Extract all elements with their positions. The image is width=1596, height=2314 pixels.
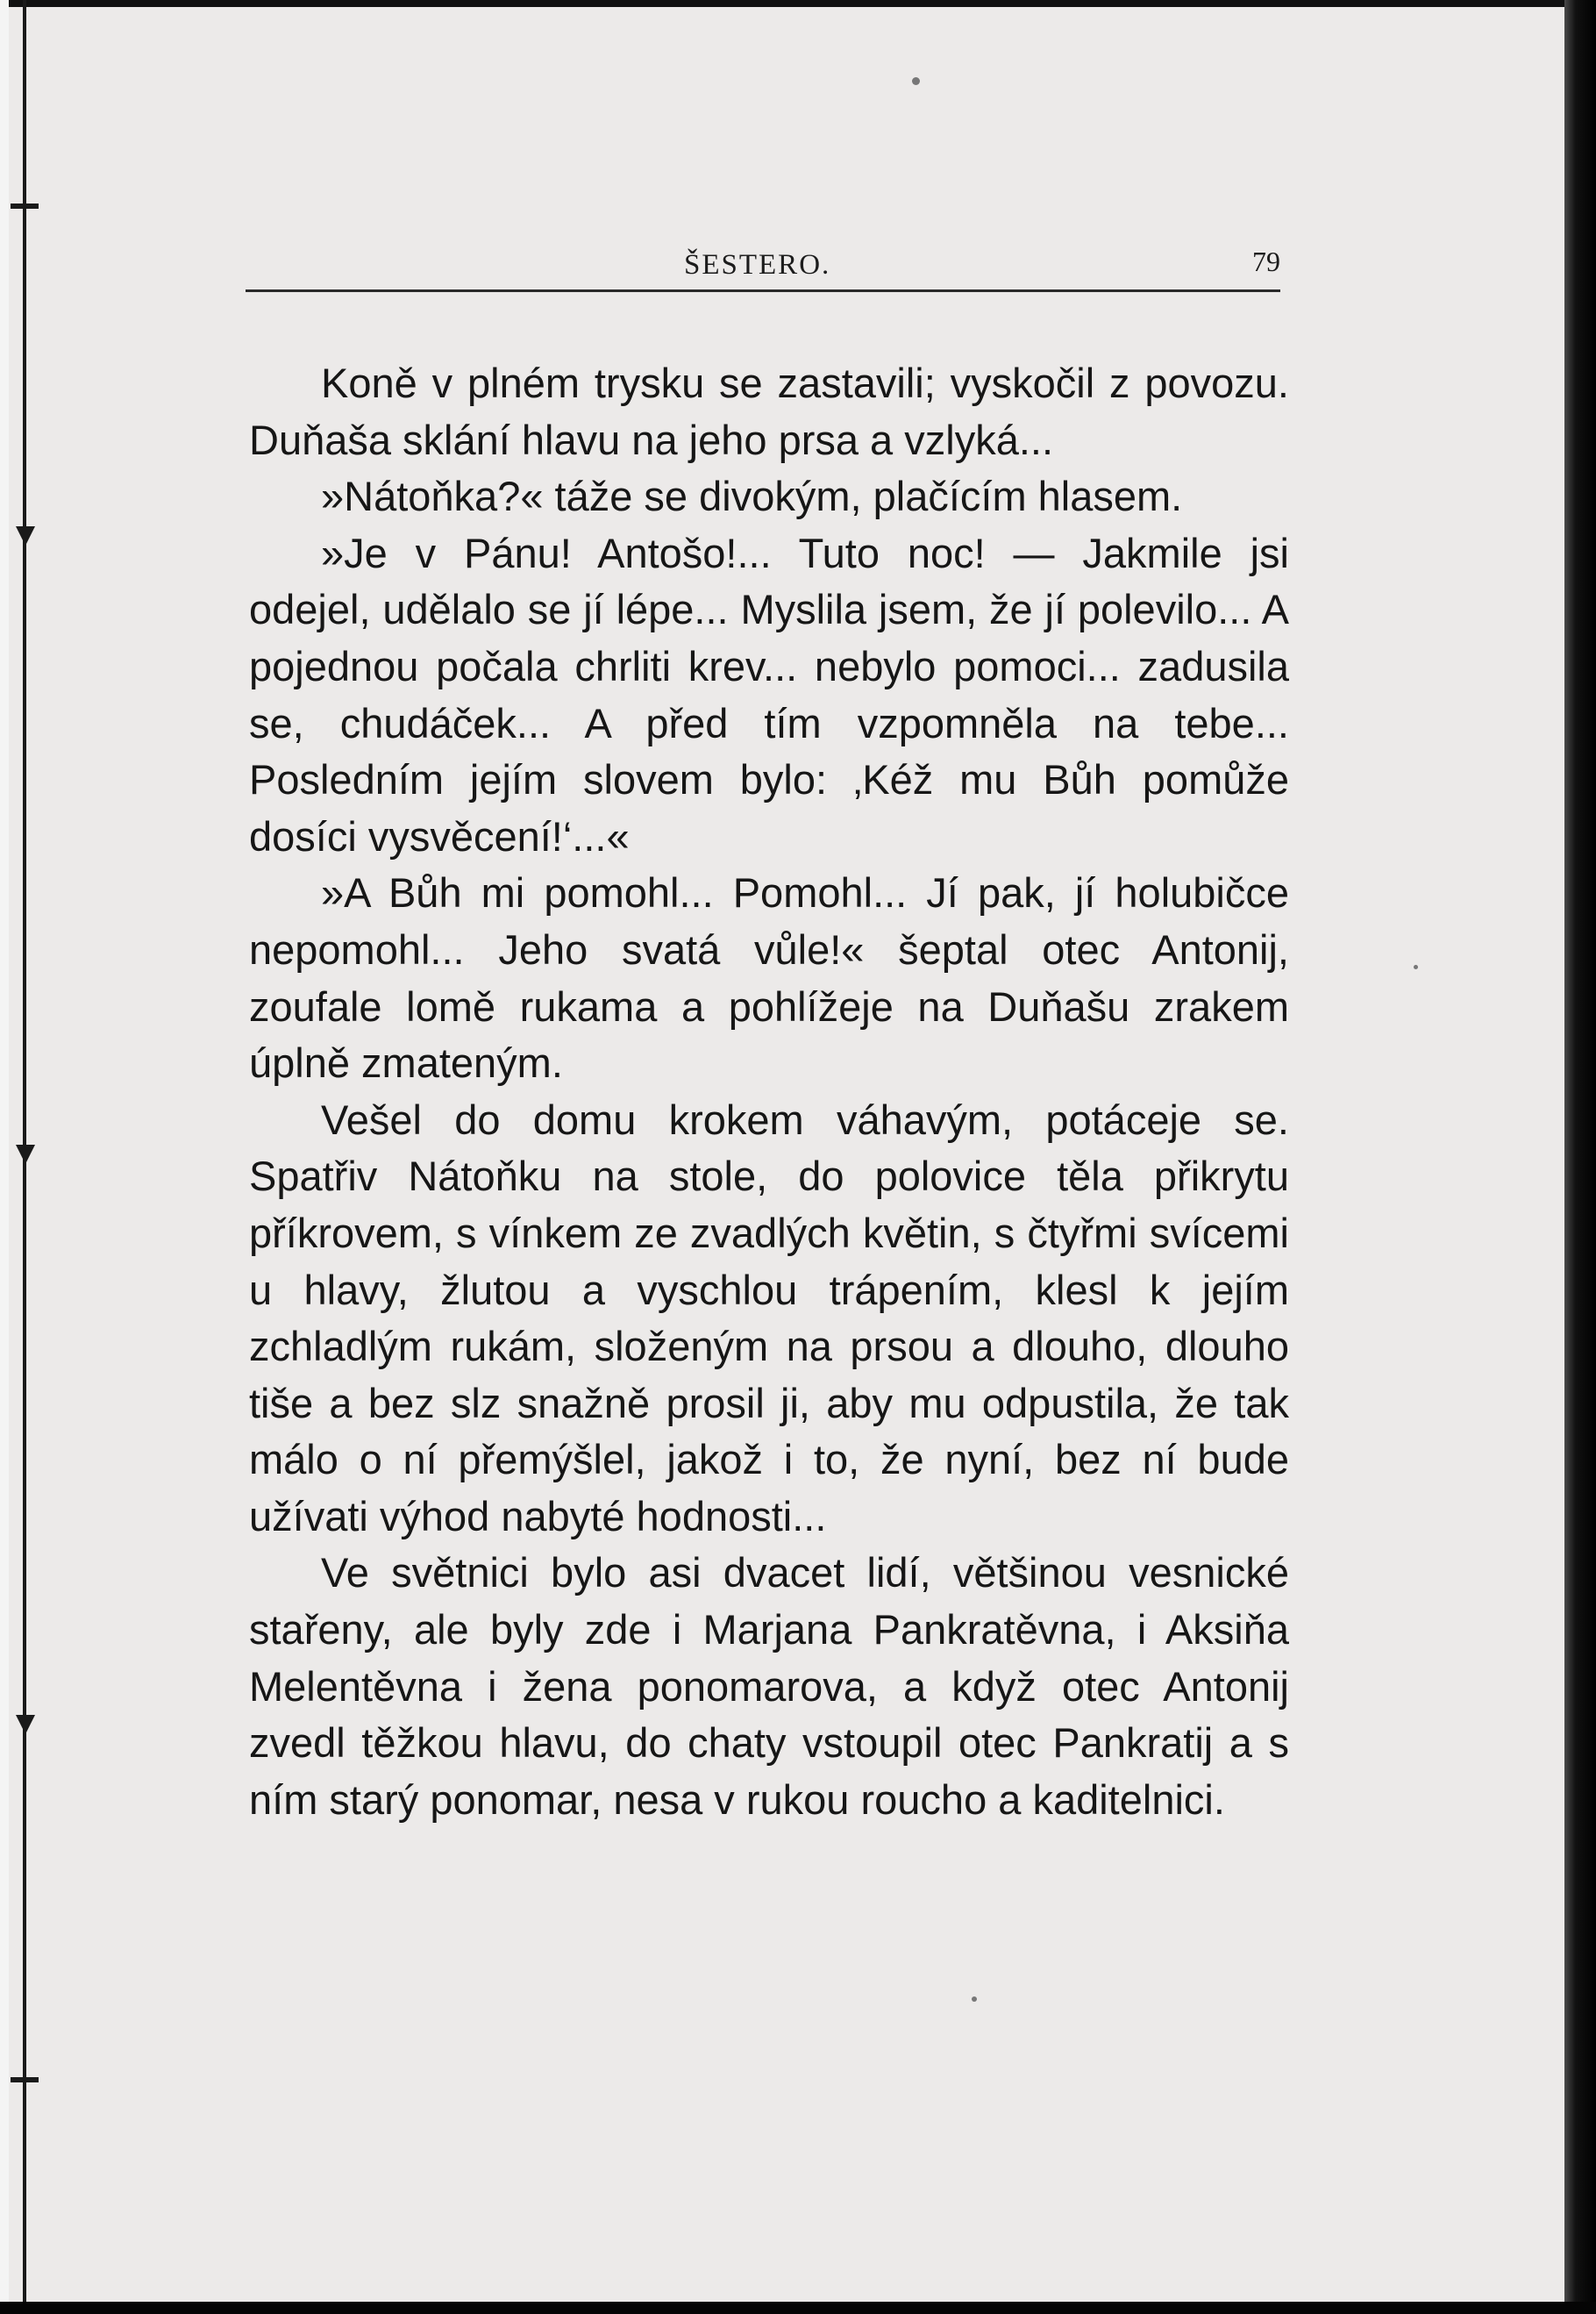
scan-border-right — [1564, 0, 1596, 2314]
paper-speck — [1414, 965, 1418, 969]
paragraph: »Nátoňka?« táže se divokým, plačícím hlasem. — [321, 473, 1183, 520]
scan-border-bottom — [0, 2302, 1596, 2314]
body-text — [249, 355, 1289, 1828]
scan-border-left — [0, 0, 9, 2314]
gutter-arrow-mark — [16, 526, 35, 546]
page-number: 79 — [1252, 246, 1280, 277]
paragraph: »Je v Pánu! Antošo!... Tuto noc! — Jakmile jsi odejel, udělalo se jí lépe... Myslila jsem, že jí polevilo... A pojednou počala chrliti krev... nebylo pomoci... zadusila se, chudáček... A před tím vzpomněla na tebe... Posledním jejím slovem bylo: ‚Kéž mu Bůh pomůže dosíci vysvěcení!‘...« — [249, 529, 1289, 860]
gutter-tick-mark — [11, 204, 39, 209]
scan-border-top — [0, 0, 1596, 7]
gutter-arrow-mark — [16, 1145, 35, 1164]
paragraph: Vešel do domu krokem váhavým, potáceje se. Spatřiv Nátoňku na stole, do polovice těla přikrytu příkrovem, s vínkem ze zvadlých květin, s čtyřmi svícemi u hlavy, žlutou a vyschlou trápením, klesl k jejím zchladlým rukám, složeným na prsou a dlouho, dlouho tiše a bez slz snažně prosil ji, aby mu odpustila, že tak málo o ní přemýšlel, jakož i to, že nyní, bez ní bude užívati výhod nabyté hodnosti... — [249, 1096, 1289, 1539]
paper-speck — [912, 77, 920, 85]
header-rule — [246, 289, 1280, 292]
paper-speck — [972, 1996, 977, 2002]
gutter-arrow-mark — [16, 1715, 35, 1734]
paragraph: Ve světnici bylo asi dvacet lidí, většinou vesnické stařeny, ale byly zde i Marjana Pankratěvna, i Aksiňa Melentěvna i žena ponomarova, a když otec Antonij zvedl těžkou hlavu, do chaty vstoupil otec Pankratij a s ním starý ponomar, nesa v rukou roucho a kaditelnici. — [249, 1549, 1289, 1823]
paragraph: Koně v plném trysku se zastavili; vyskočil z povozu. Duňaša sklání hlavu na jeho prsa a vzlyká... — [249, 360, 1289, 463]
running-head-title: ŠESTERO. — [684, 249, 831, 281]
paragraph: »A Bůh mi pomohl... Pomohl... Jí pak, jí holubičce nepomohl... Jeho svatá vůle!« šeptal otec Antonij, zoufale lomě rukama a pohlížeje na Duňašu zrakem úplně zmateným. — [249, 869, 1289, 1087]
gutter-tick-mark — [11, 2077, 39, 2082]
running-head — [246, 237, 1280, 289]
